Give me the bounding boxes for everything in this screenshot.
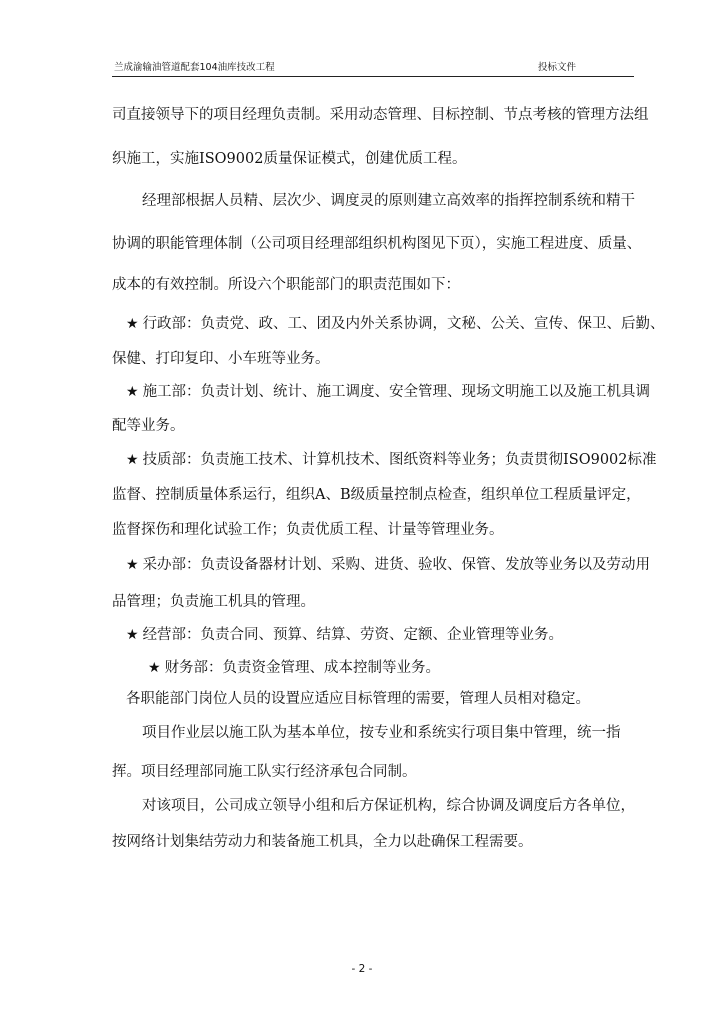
bullet-text: 经营部：负责合同、预算、结算、劳资、定额、企业管理等业务。 xyxy=(142,627,564,643)
page-number: - 2 - xyxy=(351,963,373,975)
body-line: 项目作业层以施工队为基本单位，按专业和系统实行项目集中管理，统一指 xyxy=(142,725,621,741)
star-bullet-icon: ★ xyxy=(126,557,139,573)
header-document-type: 投标文件 xyxy=(537,62,576,73)
header-project-title: 兰成渝输油管道配套104油库技改工程 xyxy=(114,62,275,73)
bullet-line xyxy=(126,626,563,644)
star-bullet-icon: ★ xyxy=(148,660,161,676)
bullet-line xyxy=(126,383,650,401)
bullet-line xyxy=(126,451,657,469)
bullet-text: 技质部：负责施工技术、计算机技术、图纸资料等业务；负责贯彻ISO9002标准 xyxy=(142,452,657,468)
page-header xyxy=(112,62,634,77)
body-line: 织施工，实施ISO9002质量保证模式，创建优质工程。 xyxy=(112,151,467,167)
body-line: 配等业务。 xyxy=(112,418,185,434)
bullet-line xyxy=(148,659,440,677)
body-line: 对该项目，公司成立领导小组和后方保证机构，综合协调及调度后方各单位， xyxy=(142,798,635,814)
bullet-line xyxy=(126,315,665,333)
star-bullet-icon: ★ xyxy=(126,627,139,643)
body-line: 各职能部门岗位人员的设置应适应目标管理的需要，管理人员相对稳定。 xyxy=(126,691,590,707)
body-line: 挥。项目经理部同施工队实行经济承包合同制。 xyxy=(112,764,417,780)
body-line: 协调的职能管理体制（公司项目经理部组织机构图见下页），实施工程进度、质量、 xyxy=(112,236,642,252)
body-line: 监督、控制质量体系运行，组织A、B级质量控制点检查，组织单位工程质量评定， xyxy=(112,487,641,503)
bullet-text: 施工部：负责计划、统计、施工调度、安全管理、现场文明施工以及施工机具调 xyxy=(142,384,651,400)
star-bullet-icon: ★ xyxy=(126,452,139,468)
body-line: 经理部根据人员精、层次少、调度灵的原则建立高效率的指挥控制系统和精干 xyxy=(142,193,635,209)
star-bullet-icon: ★ xyxy=(126,316,139,332)
body-line: 监督探伤和理化试验工作；负责优质工程、计量等管理业务。 xyxy=(112,522,504,538)
body-line: 按网络计划集结劳动力和装备施工机具，全力以赴确保工程需要。 xyxy=(112,834,533,850)
bullet-line xyxy=(126,556,650,574)
bullet-text: 采办部：负责设备器材计划、采购、进货、验收、保管、发放等业务以及劳动用 xyxy=(142,557,651,573)
body-line: 成本的有效控制。所设六个职能部门的职责范围如下： xyxy=(112,277,460,293)
body-line: 司直接领导下的项目经理负责制。采用动态管理、目标控制、节点考核的管理方法组 xyxy=(112,107,649,123)
star-bullet-icon: ★ xyxy=(126,384,139,400)
body-line: 保健、打印复印、小车班等业务。 xyxy=(112,351,330,367)
bullet-text: 行政部：负责党、政、工、团及内外关系协调，文秘、公关、宣传、保卫、后勤、 xyxy=(142,316,665,332)
body-line: 品管理；负责施工机具的管理。 xyxy=(112,594,315,610)
bullet-text: 财务部：负责资金管理、成本控制等业务。 xyxy=(164,660,441,676)
